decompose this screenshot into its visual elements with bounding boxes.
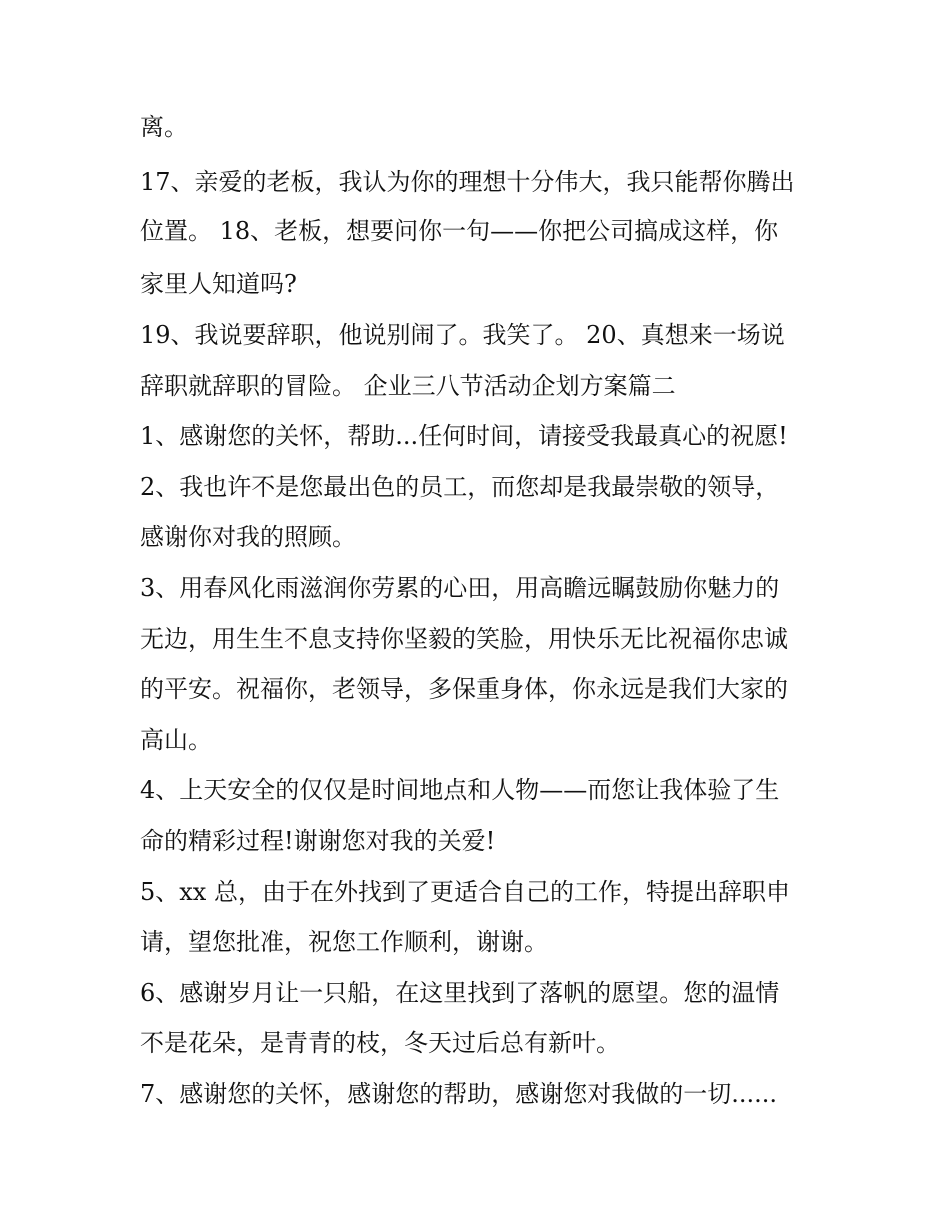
text-line: 辞职就辞职的冒险。 企业三八节活动企划方案篇二 — [140, 372, 676, 400]
text-line: 7、感谢您的关怀，感谢您的帮助，感谢您对我做的一切...... — [140, 1080, 778, 1108]
text-line: 位置。 18、老板，想要问你一句——你把公司搞成这样，你 — [140, 217, 779, 245]
text-line: 19、我说要辞职，他说别闹了。我笑了。 20、真想来一场说 — [140, 321, 785, 349]
text-line: 4、上天安全的仅仅是时间地点和人物——而您让我体验了生 — [140, 776, 780, 804]
text-line: 17、亲爱的老板，我认为你的理想十分伟大，我只能帮你腾出 — [140, 168, 795, 196]
text-line: 1、感谢您的关怀，帮助...任何时间，请接受我最真心的祝愿! — [140, 422, 788, 450]
text-line: 3、用春风化雨滋润你劳累的心田，用高瞻远瞩鼓励你魅力的 — [140, 574, 780, 602]
text-line: 无边，用生生不息支持你坚毅的笑脸，用快乐无比祝福你忠诚 — [140, 625, 788, 653]
text-line: 感谢你对我的照顾。 — [140, 523, 356, 551]
text-line: 不是花朵，是青青的枝，冬天过后总有新叶。 — [140, 1029, 620, 1057]
text-line: 离。 — [140, 113, 188, 141]
text-line: 6、感谢岁月让一只船，在这里找到了落帆的愿望。您的温情 — [140, 979, 780, 1007]
text-line: 高山。 — [140, 726, 212, 754]
text-line: 的平安。祝福你，老领导，多保重身体，你永远是我们大家的 — [140, 675, 788, 703]
text-line: 2、我也许不是您最出色的员工，而您却是我最崇敬的领导， — [140, 473, 780, 501]
text-line: 家里人知道吗? — [140, 270, 297, 298]
text-line: 命的精彩过程!谢谢您对我的关爱! — [140, 827, 496, 855]
text-line: 5、xx 总，由于在外找到了更适合自己的工作，特提出辞职申 — [140, 878, 790, 906]
text-line: 请，望您批准，祝您工作顺利，谢谢。 — [140, 928, 548, 956]
